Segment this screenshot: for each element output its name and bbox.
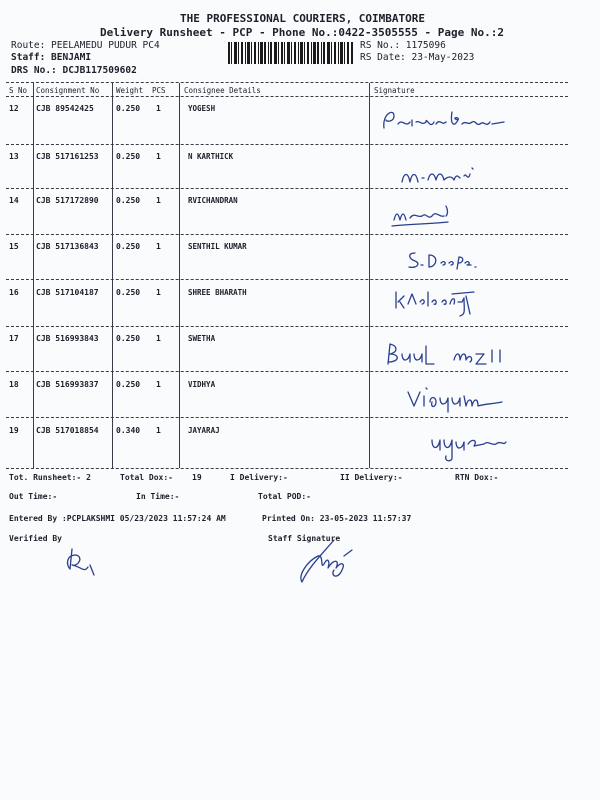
- verified-by-label: Verified By: [9, 534, 62, 543]
- row-consignee: YOGESH: [188, 104, 216, 113]
- row-pcs: 1: [156, 426, 161, 435]
- row-consignment: CJB 517018854: [36, 426, 99, 435]
- i-delivery: I Delivery:-: [230, 473, 288, 482]
- row-pcs: 1: [156, 152, 161, 161]
- printed-on: Printed On: 23-05-2023 11:57:37: [262, 514, 412, 523]
- row-consignment: CJB 517136843: [36, 242, 99, 251]
- row-rule: [6, 279, 568, 280]
- table-header-rule: [6, 96, 568, 97]
- row-weight: 0.250: [116, 380, 141, 389]
- row-weight: 0.250: [116, 104, 141, 113]
- row-pcs: 1: [156, 380, 161, 389]
- rs-number: RS No.: 1175096: [360, 40, 446, 51]
- row-rule: [6, 144, 568, 145]
- drs-number: DRS No.: DCJB117509602: [11, 65, 137, 76]
- col-signature: Signature: [374, 86, 415, 95]
- row-pcs: 1: [156, 334, 161, 343]
- row-consignment: CJB 517104187: [36, 288, 99, 297]
- signature-row-17: [384, 340, 534, 370]
- signature-row-14: [390, 200, 460, 230]
- row-sno: 18: [9, 380, 19, 389]
- row-weight: 0.250: [116, 152, 141, 161]
- row-consignment: CJB 517161253: [36, 152, 99, 161]
- entered-by: Entered By :PCPLAKSHMI 05/23/2023 11:57:24 AM: [9, 514, 226, 523]
- col-divider: [179, 83, 180, 468]
- row-pcs: 1: [156, 104, 161, 113]
- table-bottom-rule: [6, 468, 568, 469]
- col-divider: [112, 83, 113, 468]
- signature-row-12: [380, 106, 510, 136]
- row-consignment: CJB 516993843: [36, 334, 99, 343]
- row-rule: [6, 326, 568, 327]
- route-label: Route: PEELAMEDU PUDUR PC4: [11, 40, 160, 51]
- row-weight: 0.250: [116, 334, 141, 343]
- total-pod: Total POD:-: [258, 492, 311, 501]
- row-rule: [6, 371, 568, 372]
- col-weight: Weight: [116, 86, 144, 95]
- rtn-dox: RTN Dox:-: [455, 473, 499, 482]
- runsheet-subtitle: Delivery Runsheet - PCP - Phone No.:0422-3505555 - Page No.:2: [100, 26, 504, 39]
- row-sno: 15: [9, 242, 19, 251]
- row-sno: 14: [9, 196, 19, 205]
- row-weight: 0.250: [116, 242, 141, 251]
- row-consignee: RVICHANDRAN: [188, 196, 238, 205]
- signature-row-19: [430, 428, 520, 463]
- total-runsheet: Tot. Runsheet:- 2: [9, 473, 91, 482]
- verified-by-signature: [62, 545, 102, 580]
- company-title: THE PROFESSIONAL COURIERS, COIMBATORE: [180, 12, 426, 25]
- col-pcs: PCS: [152, 86, 166, 95]
- row-sno: 12: [9, 104, 19, 113]
- signature-row-13: [398, 158, 498, 188]
- row-rule: [6, 234, 568, 235]
- total-dox-value: 19: [192, 473, 202, 482]
- row-sno: 16: [9, 288, 19, 297]
- row-sno: 19: [9, 426, 19, 435]
- row-weight: 0.340: [116, 426, 141, 435]
- col-divider: [33, 83, 34, 468]
- row-consignee: SHREE BHARATH: [188, 288, 247, 297]
- signature-row-15: [405, 247, 485, 272]
- row-sno: 17: [9, 334, 19, 343]
- signature-row-18: [406, 384, 516, 414]
- row-pcs: 1: [156, 288, 161, 297]
- row-consignee: VIDHYA: [188, 380, 216, 389]
- table-top-rule: [6, 82, 568, 83]
- row-rule: [6, 188, 568, 189]
- col-divider: [369, 83, 370, 468]
- col-consignment: Consignment No: [36, 86, 100, 95]
- ii-delivery: II Delivery:-: [340, 473, 403, 482]
- out-time: Out Time:-: [9, 492, 58, 501]
- rs-date: RS Date: 23-May-2023: [360, 52, 475, 63]
- row-consignment: CJB 516993837: [36, 380, 99, 389]
- row-weight: 0.250: [116, 196, 141, 205]
- col-consignee: Consignee Details: [184, 86, 261, 95]
- staff-signature-label: Staff Signature: [268, 534, 341, 543]
- total-dox-label: Total Dox:-: [120, 473, 173, 482]
- row-consignee: JAYARAJ: [188, 426, 220, 435]
- row-consignment: CJB 517172890: [36, 196, 99, 205]
- row-consignee: SWETHA: [188, 334, 216, 343]
- signature-row-16: [392, 284, 482, 319]
- in-time: In Time:-: [136, 492, 180, 501]
- col-sno: S No: [9, 86, 28, 95]
- row-weight: 0.250: [116, 288, 141, 297]
- row-pcs: 1: [156, 196, 161, 205]
- staff-label: Staff: BENJAMI: [11, 52, 92, 63]
- staff-signature-mark: [294, 536, 364, 586]
- row-consignee: N KARTHICK: [188, 152, 234, 161]
- row-consignee: SENTHIL KUMAR: [188, 242, 247, 251]
- row-consignment: CJB 89542425: [36, 104, 94, 113]
- row-sno: 13: [9, 152, 19, 161]
- row-pcs: 1: [156, 242, 161, 251]
- row-rule: [6, 417, 568, 418]
- barcode: [228, 42, 353, 64]
